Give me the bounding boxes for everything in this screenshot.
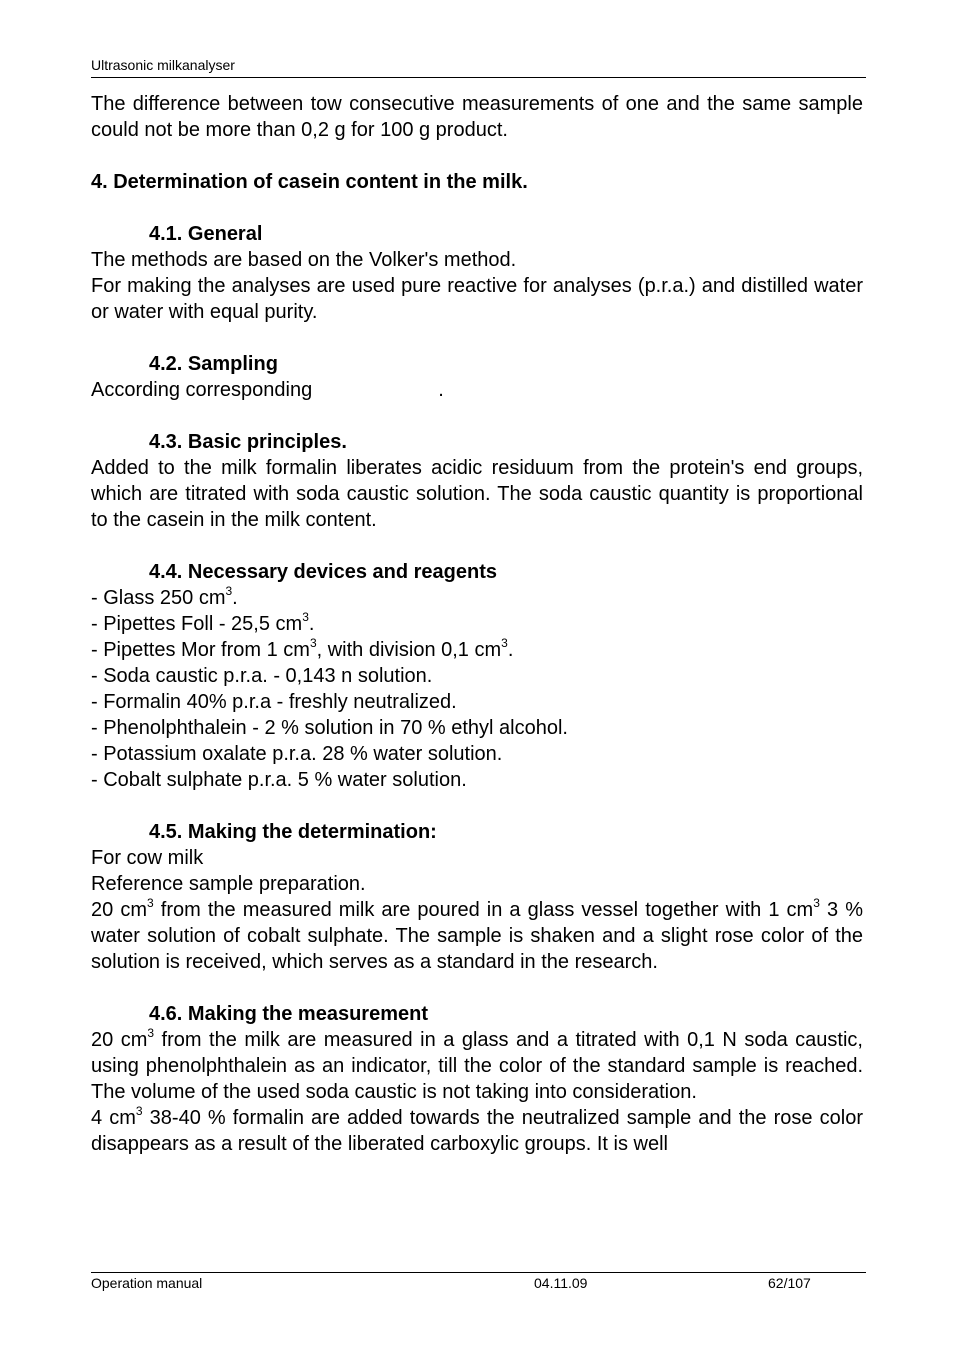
section-4-2-heading: 4.2. Sampling — [149, 353, 278, 375]
section-4-6-paragraph2 — [91, 1105, 863, 1157]
spacer — [91, 195, 863, 221]
superscript: 3 — [147, 896, 154, 911]
reagents-list — [91, 585, 863, 793]
footer-title: Operation manual — [91, 1275, 203, 1291]
spacer — [91, 793, 863, 819]
list-item — [91, 611, 863, 637]
item-text: - Pipettes Foll - 25,5 cm — [91, 613, 303, 635]
running-header: Ultrasonic milkanalyser — [91, 57, 235, 73]
superscript: 3 — [225, 584, 233, 599]
sampling-text: According corresponding — [91, 379, 313, 401]
section-4-1-heading: 4.1. General — [149, 223, 263, 245]
superscript: 3 — [147, 1026, 155, 1041]
superscript: 3 — [135, 1104, 143, 1119]
list-item: - Soda caustic p.r.a. - 0,143 n solution. — [91, 665, 433, 687]
section-4-5-line2: Reference sample preparation. — [91, 873, 366, 895]
para-text: 38-40 % formalin are added towards the neutralized sample and the rose color disappears as a result of the liberated carboxylic groups. It is well — [91, 1107, 864, 1155]
item-text: . — [232, 587, 238, 609]
intro-paragraph: The difference between tow consecutive measurements of one and the same sample could not be more than 0,2 g for 100 g product. — [91, 93, 863, 141]
spacer — [91, 143, 863, 169]
para-text: 3 % water solution of cobalt sulphate. The sample is shaken and a slight rose color of the solution is received, which serves as a standard in the research. — [91, 899, 863, 973]
para-text: 20 cm — [91, 899, 147, 921]
section-4-6-paragraph1 — [91, 1027, 863, 1105]
spacer — [91, 533, 863, 559]
list-item: - Formalin 40% p.r.a - freshly neutralized. — [91, 691, 457, 713]
list-item: - Cobalt sulphate p.r.a. 5 % water solution. — [91, 769, 467, 791]
superscript: 3 — [501, 636, 508, 651]
superscript: 3 — [302, 610, 309, 625]
section-4-5-line1: For cow milk — [91, 847, 204, 869]
page-body — [91, 91, 863, 1157]
spacer — [91, 325, 863, 351]
section-4-5-paragraph — [91, 897, 863, 975]
superscript: 3 — [813, 896, 820, 911]
para-text: 4 cm — [91, 1107, 136, 1129]
sampling-period: . — [438, 379, 444, 401]
item-text: , with division 0,1 cm — [316, 639, 502, 661]
para-text: 20 cm — [91, 1029, 148, 1051]
section-4-3-text: Added to the milk formalin liberates acidic residuum from the protein's end groups, which are titrated with soda caustic solution. The soda caustic quantity is proportional to the casein in the milk content. — [91, 457, 863, 531]
header-rule — [91, 77, 866, 78]
footer-rule — [91, 1272, 866, 1273]
list-item — [91, 585, 863, 611]
item-text: - Pipettes Mor from 1 cm — [91, 639, 310, 661]
section-4-1-line1: The methods are based on the Volker's method. — [91, 249, 517, 271]
section-4-2-text — [91, 377, 863, 403]
item-text: - Glass 250 cm — [91, 587, 226, 609]
item-text: . — [308, 613, 315, 635]
list-item: - Potassium oxalate p.r.a. 28 % water solution. — [91, 743, 503, 765]
footer-page-number: 62/107 — [768, 1275, 811, 1291]
spacer — [91, 975, 863, 1001]
para-text: from the milk are measured in a glass and a titrated with 0,1 N soda caustic, using phenolphthalein as an indicator, till the color of the standard sample is reached. The volume of the used soda caustic is not taking into consideration. — [91, 1029, 863, 1103]
section-4-3-heading: 4.3. Basic principles. — [149, 431, 347, 453]
footer-date: 04.11.09 — [534, 1275, 588, 1291]
item-text: . — [507, 639, 514, 661]
section-4-6-heading: 4.6. Making the measurement — [149, 1003, 428, 1025]
list-item — [91, 637, 863, 663]
spacer — [91, 403, 863, 429]
section-4-1-line2: For making the analyses are used pure reactive for analyses (p.r.a.) and distilled water or water with equal purity. — [91, 275, 863, 323]
section-4-heading: 4. Determination of casein content in the milk. — [91, 171, 528, 193]
list-item: - Phenolphthalein - 2 % solution in 70 % ethyl alcohol. — [91, 717, 568, 739]
superscript: 3 — [309, 636, 317, 651]
section-4-5-heading: 4.5. Making the determination: — [149, 821, 437, 843]
section-4-4-heading: 4.4. Necessary devices and reagents — [149, 561, 497, 583]
para-text: from the measured milk are poured in a glass vessel together with 1 cm — [153, 899, 814, 921]
